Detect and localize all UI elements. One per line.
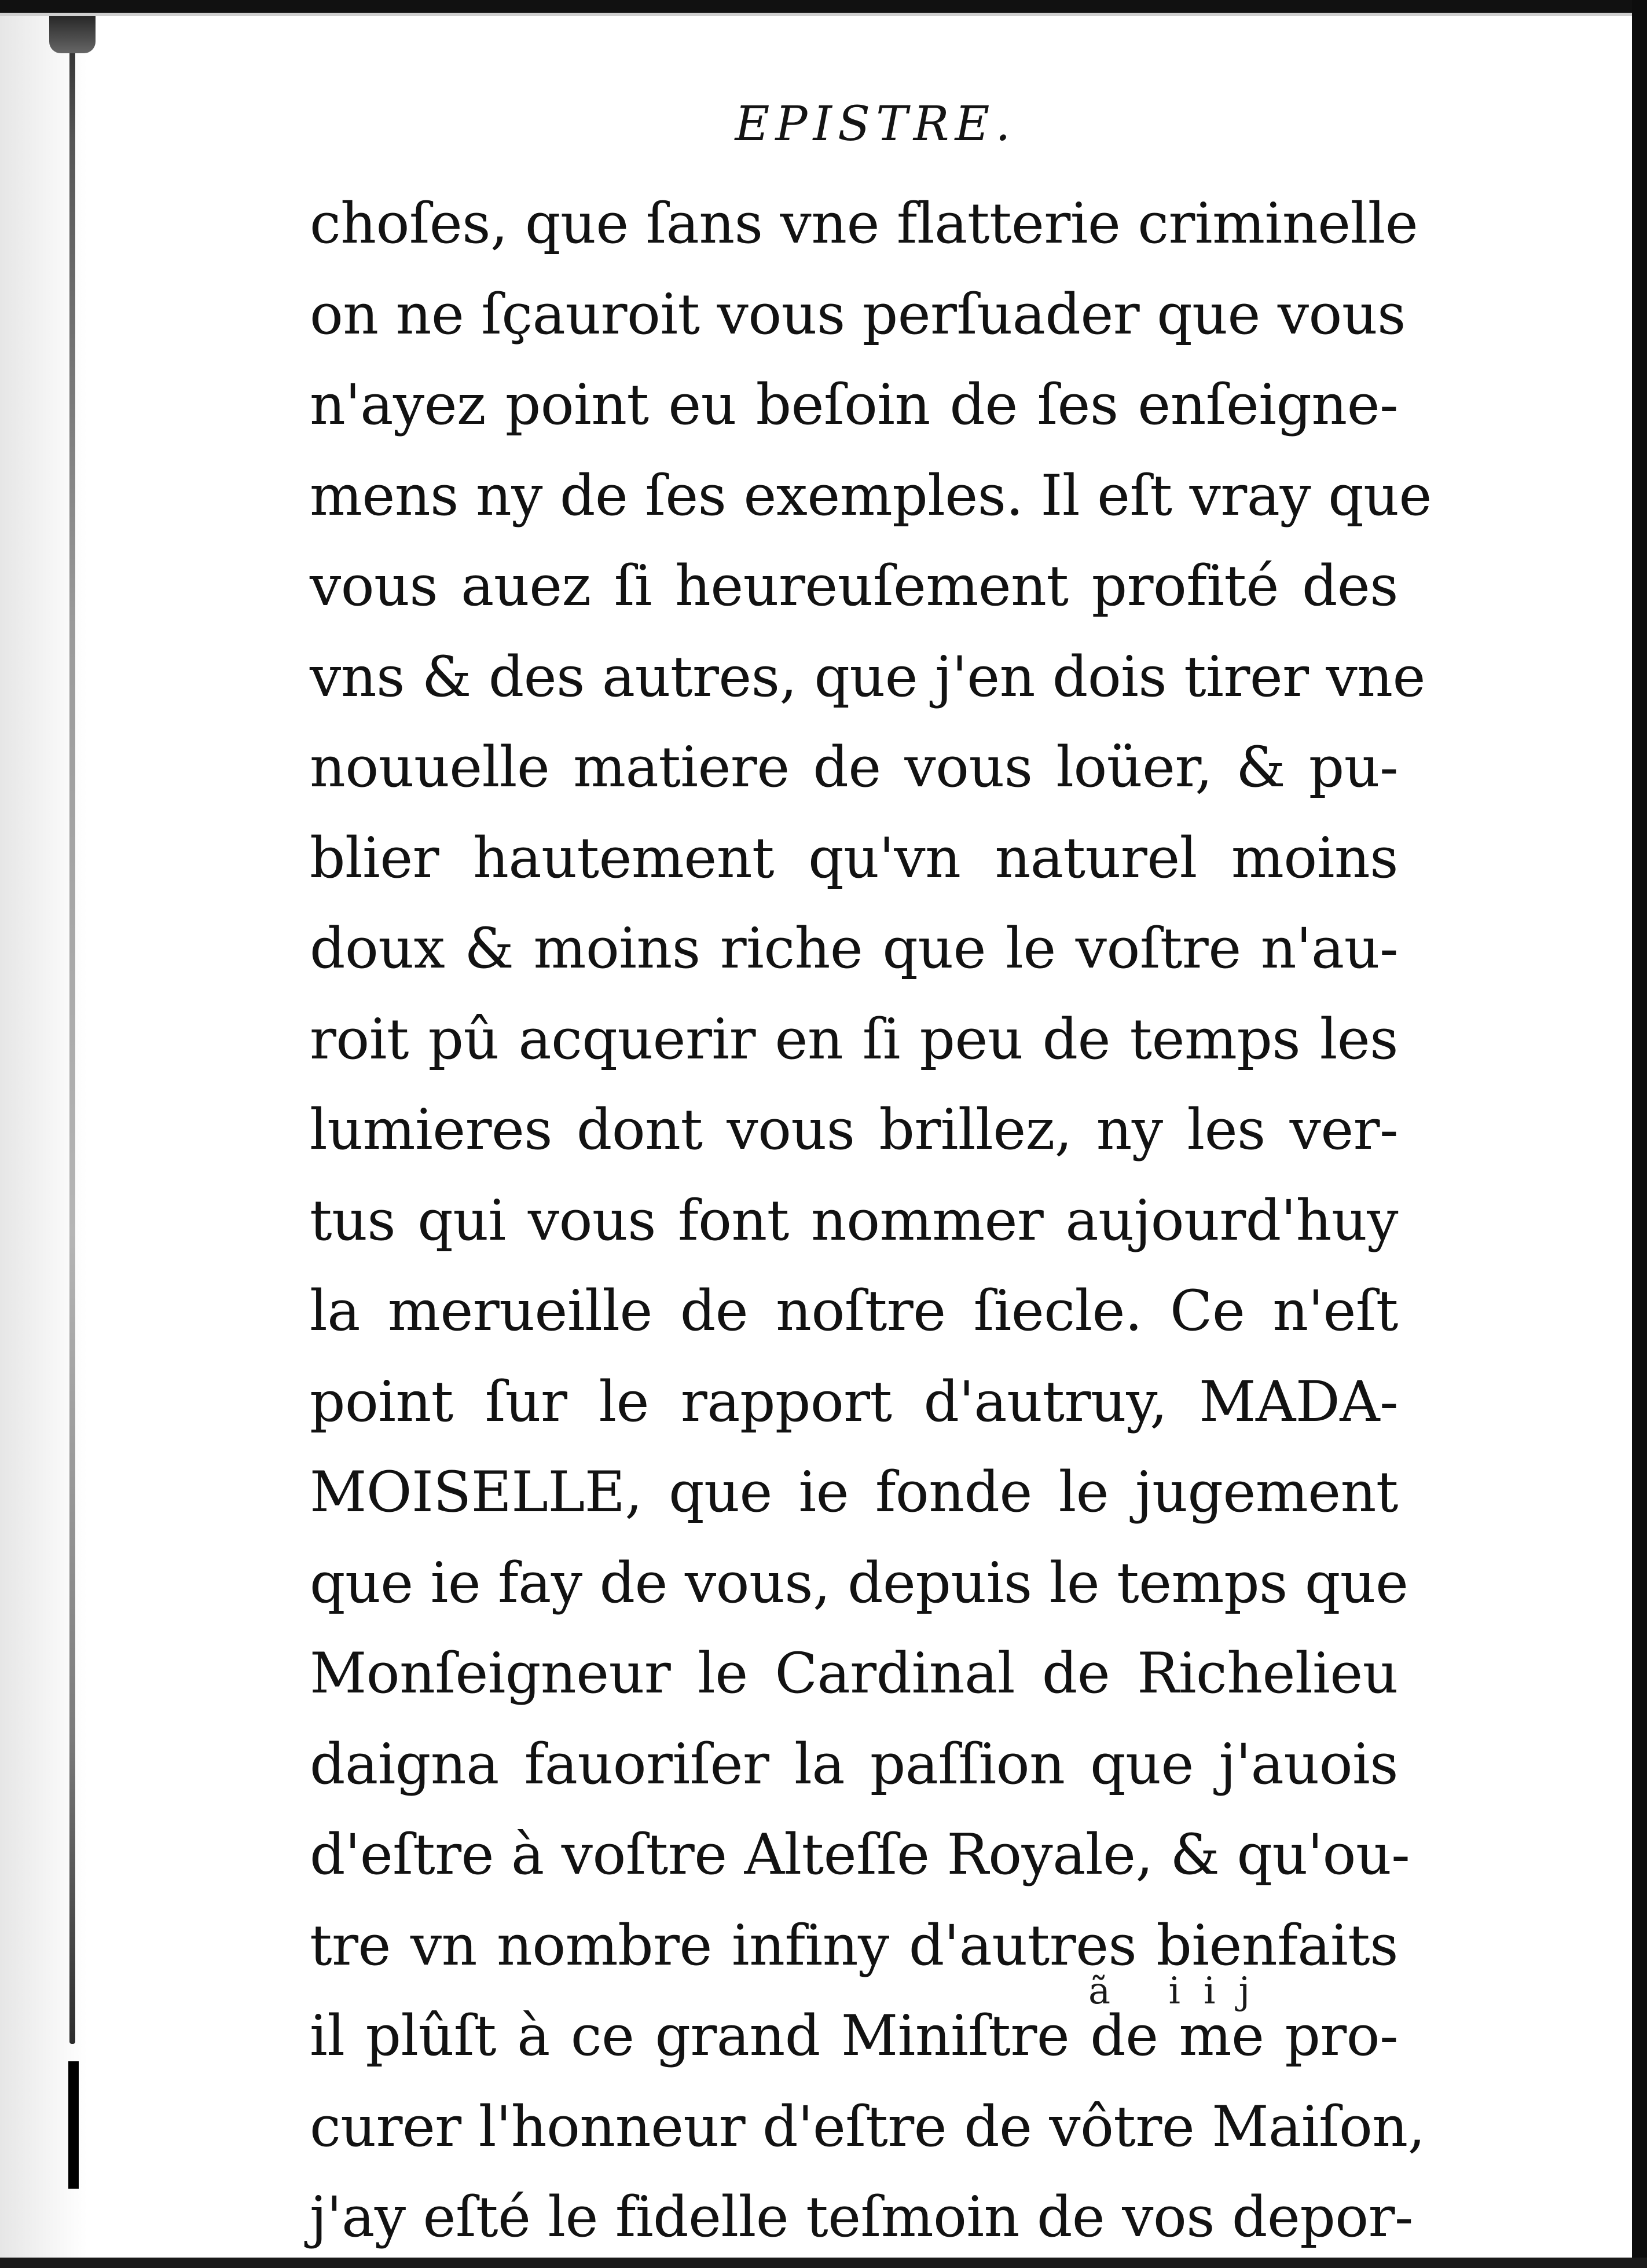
text-line: roit pû acquerir en ſi peu de temps les xyxy=(310,1006,1398,1072)
text-line: mens ny de ſes exemples. Il eſt vray que xyxy=(310,463,1432,528)
text-line: Monſeigneur le Cardinal de Richelieu xyxy=(310,1641,1398,1706)
text-line: tus qui vous font nommer aujourd'huy xyxy=(310,1188,1398,1253)
binding-gutter-line xyxy=(69,17,75,2044)
scan-edge-top-line xyxy=(0,13,1647,16)
body-text xyxy=(310,178,1432,2263)
text-line: j'ay eſté le fidelle teſmoin de vos depor- xyxy=(310,2185,1413,2249)
scan-edge-top xyxy=(0,0,1647,13)
text-line: que ie fay de vous, depuis le temps que xyxy=(310,1550,1408,1615)
scan-edge-right xyxy=(1632,0,1647,2268)
running-header xyxy=(0,96,1647,153)
text-line: d'eſtre à voſtre Alteſſe Royale, & qu'ou- xyxy=(310,1822,1410,1887)
text-line: daigna fauoriſer la paſſion que j'auois xyxy=(310,1731,1398,1797)
gutter-bottom-mark xyxy=(68,2061,79,2189)
text-line: curer l'honneur d'eſtre de vôtre Maiſon, xyxy=(310,2094,1425,2159)
text-line: nouuelle matiere de vous loüer, & pu- xyxy=(310,735,1398,800)
text-line: lumieres dont vous brillez, ny les ver- xyxy=(310,1097,1398,1162)
text-line: on ne ſçauroit vous perſuader que vous xyxy=(310,281,1406,347)
text-line: tre vn nombre infiny d'autres bienfaits xyxy=(310,1912,1398,1978)
text-line: blier hautement qu'vn naturel moins xyxy=(310,825,1398,891)
text-line: vns & des autres, que j'en dois tirer vne xyxy=(310,644,1425,709)
text-line: doux & moins riche que le voſtre n'au- xyxy=(310,916,1398,981)
text-line: point ſur le rapport d'autruy, MADA- xyxy=(310,1369,1398,1434)
text-line: la merueille de noſtre ſiecle. Ce n'eſt xyxy=(310,1278,1398,1343)
text-line: il plûſt à ce grand Miniſtre de me pro- xyxy=(310,2003,1398,2068)
signature-mark: ã iij xyxy=(1088,1970,1274,2013)
text-line: choſes, que ſans vne flatterie criminelle xyxy=(310,191,1418,256)
text-line: vous auez ſi heureuſement profité des xyxy=(310,554,1398,618)
text-line: n'ayez point eu beſoin de ſes enſeigne- xyxy=(310,372,1398,437)
text-line: MOISELLE, que ie fonde le jugement xyxy=(310,1460,1398,1525)
gutter-top-mark xyxy=(49,13,96,53)
running-title: EPISTRE. xyxy=(735,97,1017,152)
